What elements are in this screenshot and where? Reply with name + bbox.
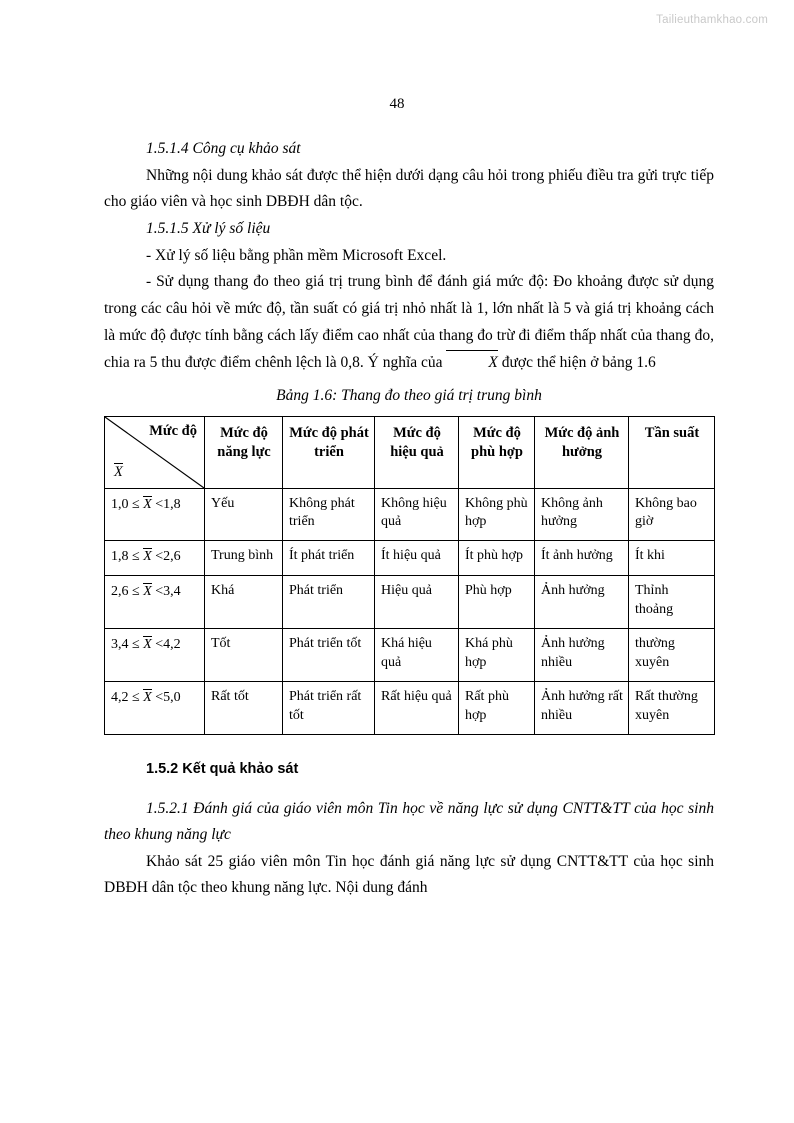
cell-phat-trien-5: Phát triển rất tốt [283, 681, 375, 734]
cell-hieu-qua-3: Hiệu quả [375, 576, 459, 629]
page-number: 48 [389, 96, 405, 112]
row-range-5: 4,2 ≤ X <5,0 [105, 681, 205, 734]
paragraph-scale-part2: được thể hiện ở bảng 1.6 [497, 354, 656, 372]
corner-label-muc-do: Mức độ [149, 422, 197, 439]
table-header-phu-hop: Mức độ phù hợp [459, 416, 535, 488]
cell-phu-hop-2: Ít phù hợp [459, 541, 535, 576]
row-range-1: 1,0 ≤ X <1,8 [105, 488, 205, 541]
cell-tan-suat-5: Rất thường xuyên [629, 681, 715, 734]
table-header-nang-luc: Mức độ năng lực [205, 416, 283, 488]
table-header-hieu-qua: Mức độ hiệu quả [375, 416, 459, 488]
measurement-scale-table [104, 416, 715, 735]
cell-anh-huong-5: Ảnh hưởng rất nhiều [535, 681, 629, 734]
cell-hieu-qua-5: Rất hiệu quả [375, 681, 459, 734]
cell-tan-suat-3: Thỉnh thoảng [629, 576, 715, 629]
cell-hieu-qua-4: Khá hiệu quả [375, 629, 459, 682]
table-corner-cell [105, 416, 205, 488]
paragraph-survey-tools: Những nội dung khảo sát được thể hiện dưới dạng câu hỏi trong phiếu điều tra gửi trực tiếp cho giáo viên và học sinh DBĐH dân tộc. [104, 166, 714, 211]
section-heading-1514: 1.5.1.4 Công cụ khảo sát [146, 140, 301, 157]
page-content [104, 136, 714, 902]
cell-tan-suat-2: Ít khi [629, 541, 715, 576]
section-heading-1521: 1.5.2.1 Đánh giá của giáo viên môn Tin học về năng lực sử dụng CNTT&TT của học sinh theo khung năng lực [104, 799, 714, 844]
section-heading-152: 1.5.2 Kết quả khảo sát [146, 760, 299, 777]
cell-hieu-qua-1: Không hiệu quả [375, 488, 459, 541]
corner-label-xbar: X [114, 462, 123, 483]
x-bar-symbol-inline: X [446, 349, 497, 377]
cell-phat-trien-4: Phát triển tốt [283, 629, 375, 682]
cell-phat-trien-3: Phát triển [283, 576, 375, 629]
cell-anh-huong-4: Ảnh hưởng nhiều [535, 629, 629, 682]
table-row [105, 629, 715, 682]
cell-nang-luc-4: Tốt [205, 629, 283, 682]
row-range-3: 2,6 ≤ X <3,4 [105, 576, 205, 629]
cell-tan-suat-4: thường xuyên [629, 629, 715, 682]
table-header-anh-huong: Mức độ ảnh hưởng [535, 416, 629, 488]
section-heading-1515: 1.5.1.5 Xử lý số liệu [146, 219, 271, 237]
spacer [104, 782, 714, 796]
paragraph-survey-results: Khảo sát 25 giáo viên môn Tin học đánh giá năng lực sử dụng CNTT&TT của học sinh DBĐH dân tộc theo khung năng lực. Nội dung đánh [104, 852, 714, 897]
paragraph-excel: - Xử lý số liệu bằng phần mềm Microsoft Excel. [146, 246, 447, 264]
cell-phu-hop-3: Phù hợp [459, 576, 535, 629]
measurement-scale-table-wrapper [104, 416, 714, 735]
cell-nang-luc-3: Khá [205, 576, 283, 629]
cell-nang-luc-2: Trung bình [205, 541, 283, 576]
spacer [104, 735, 714, 757]
watermark-text: Tailieuthamkhao.com [656, 14, 768, 26]
table-header-tan-suat: Tần suất [629, 416, 715, 488]
table-header-phat-trien: Mức độ phát triển [283, 416, 375, 488]
cell-phu-hop-5: Rất phù hợp [459, 681, 535, 734]
cell-tan-suat-1: Không bao giờ [629, 488, 715, 541]
row-range-2: 1,8 ≤ X <2,6 [105, 541, 205, 576]
row-range-4: 3,4 ≤ X <4,2 [105, 629, 205, 682]
table-header-row [105, 416, 715, 488]
cell-nang-luc-1: Yếu [205, 488, 283, 541]
cell-phu-hop-4: Khá phù hợp [459, 629, 535, 682]
cell-anh-huong-2: Ít ảnh hưởng [535, 541, 629, 576]
cell-anh-huong-3: Ảnh hưởng [535, 576, 629, 629]
paragraph-scale-explanation [104, 269, 714, 377]
table-row [105, 541, 715, 576]
table-row [105, 681, 715, 734]
cell-nang-luc-5: Rất tốt [205, 681, 283, 734]
cell-phat-trien-1: Không phát triển [283, 488, 375, 541]
cell-phat-trien-2: Ít phát triển [283, 541, 375, 576]
cell-phu-hop-1: Không phù hợp [459, 488, 535, 541]
table-caption: Bảng 1.6: Thang đo theo giá trị trung bình [276, 386, 542, 404]
cell-anh-huong-1: Không ảnh hưởng [535, 488, 629, 541]
paragraph-scale-part1: - Sử dụng thang đo theo giá trị trung bình để đánh giá mức độ: Đo khoảng được sử dụng trong các câu hỏi về mức độ, tần suất có giá trị nhỏ nhất là 1, lớn nhất là 5 và giá trị khoảng cách là mức độ được tính bằng cách lấy điểm cao nhất của thang đo trừ đi điểm thấp nhất của thang đo, chia ra 5 thu được điểm chênh lệch là 0,8. Ý nghĩa của [104, 273, 714, 372]
table-row [105, 488, 715, 541]
table-row [105, 576, 715, 629]
cell-hieu-qua-2: Ít hiệu quả [375, 541, 459, 576]
